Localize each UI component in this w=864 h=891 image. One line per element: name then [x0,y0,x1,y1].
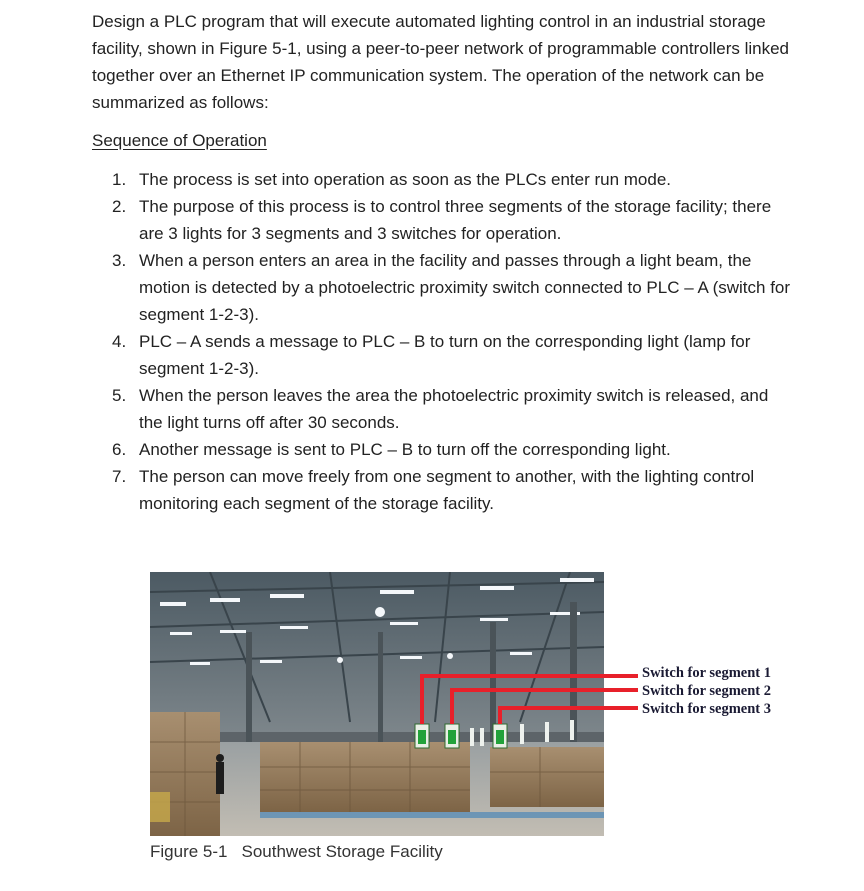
section-heading: Sequence of Operation [92,131,267,150]
warehouse-photo [150,572,604,836]
figure-number: Figure 5-1 [150,842,228,861]
callout-label-segment-2: Switch for segment 2 [642,683,772,699]
list-item [112,436,792,463]
list-item [112,382,792,436]
list-item-text: Another message is sent to PLC – B to turn off the corresponding light. [139,440,671,459]
list-item-text: PLC – A sends a message to PLC – B to turn on the corresponding light (lamp for segment 1-2-3). [139,332,751,378]
list-item-number: 1. [112,170,127,189]
list-item-text: The person can move freely from one segment to another, with the lighting control monitoring each segment of the storage facility. [139,467,755,513]
callout-label-segment-3: Switch for segment 3 [642,701,772,717]
list-item-number: 4. [112,332,127,351]
list-item [112,463,792,517]
list-item [112,247,792,328]
callout-label-segment-1: Switch for segment 1 [642,665,772,681]
list-item [112,328,792,382]
list-item-number: 3. [112,251,127,270]
figure-title: Southwest Storage Facility [241,842,443,861]
list-item-number: 5. [112,386,127,405]
intro-paragraph: Design a PLC program that will execute automated lighting control in an industrial storage facility, shown in Figure 5-1, using a peer-to-peer network of programmable controllers linked together over an Ethernet IP communication system. The operation of the network can be summarized as follows: [92,12,790,112]
sequence-list [112,166,792,517]
callout-labels [642,664,771,718]
figure-caption [150,840,443,864]
list-item [112,166,792,193]
list-item-text: When a person enters an area in the facility and passes through a light beam, the motion is detected by a photoelectric proximity switch connected to PLC – A (switch for segment 1-2-3). [139,251,791,324]
list-item-number: 2. [112,197,127,216]
list-item-number: 6. [112,440,127,459]
list-item-text: When the person leaves the area the photoelectric proximity switch is released, and the light turns off after 30 seconds. [139,386,769,432]
list-item-text: The purpose of this process is to control three segments of the storage facility; there are 3 lights for 3 segments and 3 switches for operation. [139,197,772,243]
list-item-text: The process is set into operation as soon as the PLCs enter run mode. [139,170,672,189]
list-item-number: 7. [112,467,127,486]
list-item [112,193,792,247]
